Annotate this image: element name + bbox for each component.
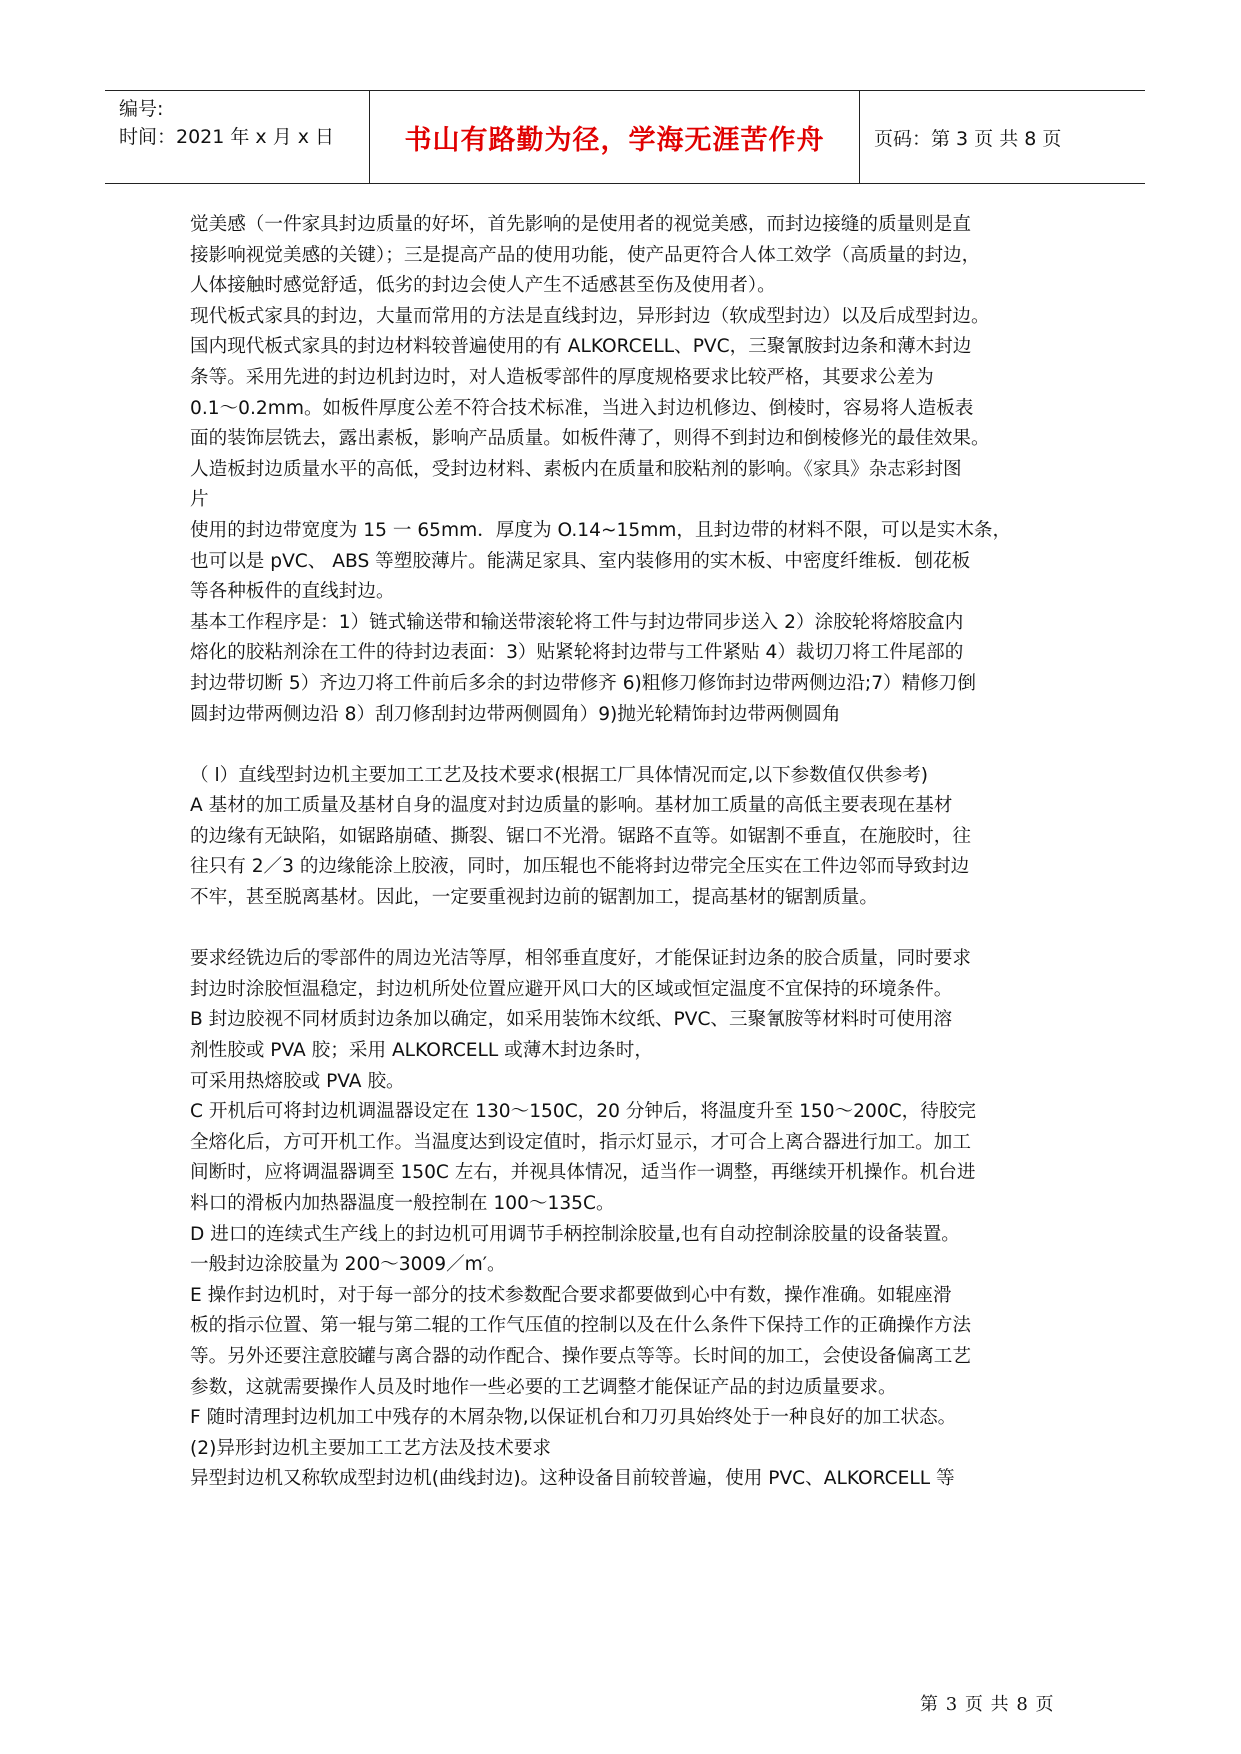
header-page-cell — [860, 91, 1145, 183]
body-line: 使用的封边带宽度为 15 一 65mm．厚度为 O.14~15mm，且封边带的材料不限，可以是实木条， — [190, 519, 1012, 541]
body-line: 熔化的胶粘剂涂在工件的待封边表面：3）贴紧轮将封边带与工件紧贴 4）裁切刀将工件尾部的 — [190, 642, 964, 664]
body-line: （ l）直线型封边机主要加工工艺及技术要求(根据工厂具体情况而定,以下参数值仅供参考) — [190, 764, 929, 786]
body-line: C 开机后可将封边机调温器设定在 130～150C，20 分钟后，将温度升至 150～200C，待胶完 — [190, 1101, 977, 1123]
body-line: 0.1～0.2mm。如板件厚度公差不符合技术标准，当进入封边机修边、倒棱时，容易将人造板表 — [190, 397, 974, 419]
body-line: 基本工作程序是：1）链式输送带和输送带滚轮将工件与封边带同步送入 2）涂胶轮将熔胶盒内 — [190, 611, 964, 633]
body-line: 不牢，甚至脱离基材。因此，一定要重视封边前的锯割加工，提高基材的锯割质量。 — [190, 887, 878, 909]
body-line: 人造板封边质量水平的高低，受封边材料、素板内在质量和胶粘剂的影响。《家具》杂志彩封图 — [190, 458, 962, 480]
body-line: 间断时，应将调温器调至 150C 左右，并视具体情况，适当作一调整，再继续开机操作。机台进 — [190, 1162, 976, 1184]
body-line: 片 — [190, 489, 209, 511]
body-line: 现代板式家具的封边，大量而常用的方法是直线封边，异形封边（软成型封边）以及后成型封边。 — [190, 305, 990, 327]
header-motto-cell — [370, 91, 860, 183]
body-line: 国内现代板式家具的封边材料较普遍使用的有 ALKORCELL、PVC，三聚氰胺封边条和薄木封边 — [190, 336, 972, 358]
body-line: 等各种板件的直线封边。 — [190, 581, 395, 603]
body-line: 圆封边带两侧边沿 8）刮刀修刮封边带两侧圆角）9)抛光轮精饰封边带两侧圆角 — [190, 703, 841, 725]
body-line: 全熔化后，方可开机工作。当温度达到设定值时，指示灯显示，才可合上离合器进行加工。加工 — [190, 1131, 971, 1153]
document-body — [190, 210, 1060, 1495]
body-line: 板的指示位置、第一辊与第二辊的工作气压值的控制以及在什么条件下保持工作的正确操作方法 — [190, 1315, 971, 1337]
body-line: 剂性胶或 PVA 胶；采用 ALKORCELL 或薄木封边条时， — [190, 1040, 653, 1062]
body-line: B 封边胶视不同材质封边条加以确定，如采用装饰木纹纸、PVC、三聚氰胺等材料时可使用溶 — [190, 1009, 953, 1031]
body-line: 条等。采用先进的封边机封边时，对人造板零部件的厚度规格要求比较严格，其要求公差为 — [190, 366, 934, 388]
body-line: 要求经铣边后的零部件的周边光洁等厚，相邻垂直度好，才能保证封边条的胶合质量，同时要求 — [190, 948, 971, 970]
header-page-label: 页码：第 3 页 共 8 页 — [874, 127, 1062, 150]
body-line: 的边缘有无缺陷，如锯路崩碴、撕裂、锯口不光滑。锯路不直等。如锯割不垂直，在施胶时，往 — [190, 825, 971, 847]
header-motto: 书山有路勤为径，学海无涯苦作舟 — [404, 124, 825, 156]
body-line: 异型封边机又称软成型封边机(曲线封边)。这种设备目前较普遍，使用 PVC、ALKORCELL 等 — [190, 1468, 955, 1490]
body-line: 面的装饰层铣去，露出素板，影响产品质量。如板件薄了，则得不到封边和倒棱修光的最佳效果。 — [190, 428, 990, 450]
body-line: 也可以是 pVC、 ABS 等塑胶薄片。能满足家具、室内装修用的实木板、中密度纤维板．刨花板 — [190, 550, 971, 572]
blank-line — [190, 730, 1060, 761]
body-line: 参数，这就需要操作人员及时地作一些必要的工艺调整才能保证产品的封边质量要求。 — [190, 1376, 897, 1398]
blank-line — [190, 914, 1060, 945]
body-line: 一般封边涂胶量为 200～3009／m′。 — [190, 1254, 506, 1276]
document-number-label: 编号: — [119, 98, 164, 120]
body-line: 封边带切断 5）齐边刀将工件前后多余的封边带修齐 6)粗修刀修饰封边带两侧边沿;7）精修刀倒 — [190, 672, 976, 694]
body-line: 往只有 2／3 的边缘能涂上胶液，同时，加压辊也不能将封边带完全压实在工件边邻而导致封边 — [190, 856, 970, 878]
page-footer: 第 3 页 共 8 页 — [920, 1694, 1055, 1715]
body-line: E 操作封边机时，对于每一部分的技术参数配合要求都要做到心中有数，操作准确。如辊座滑 — [190, 1284, 952, 1306]
body-line: 等。另外还要注意胶罐与离合器的动作配合、操作要点等等。长时间的加工，会使设备偏离工艺 — [190, 1345, 971, 1367]
header-table — [105, 90, 1145, 184]
document-time-label: 时间：2021 年 x 月 x 日 — [119, 126, 335, 148]
body-line: F 随时清理封边机加工中残存的木屑杂物,以保证机台和刀刃具始终处于一种良好的加工状态。 — [190, 1407, 957, 1429]
body-line: 料口的滑板内加热器温度一般控制在 100～135C。 — [190, 1193, 615, 1214]
body-line: 接影响视觉美感的关键）；三是提高产品的使用功能，使产品更符合人体工效学（高质量的封边， — [190, 244, 981, 266]
body-line: 可采用热熔胶或 PVA 胶。 — [190, 1070, 405, 1092]
body-line: 人体接触时感觉舒适，低劣的封边会使人产生不适感甚至伤及使用者）。 — [190, 275, 776, 297]
body-line: A 基材的加工质量及基材自身的温度对封边质量的影响。基材加工质量的高低主要表现在基材 — [190, 795, 953, 817]
body-line: 觉美感（一件家具封边质量的好坏，首先影响的是使用者的视觉美感，而封边接缝的质量则是直 — [190, 214, 971, 235]
body-line: D 进口的连续式生产线上的封边机可用调节手柄控制涂胶量,也有自动控制涂胶量的设备装置。 — [190, 1223, 960, 1245]
header-meta-cell — [105, 91, 370, 183]
body-line: 封边时涂胶恒温稳定，封边机所处位置应避开风口大的区域或恒定温度不宜保持的环境条件。 — [190, 978, 953, 1000]
body-line: (2)异形封边机主要加工工艺方法及技术要求 — [190, 1437, 552, 1459]
